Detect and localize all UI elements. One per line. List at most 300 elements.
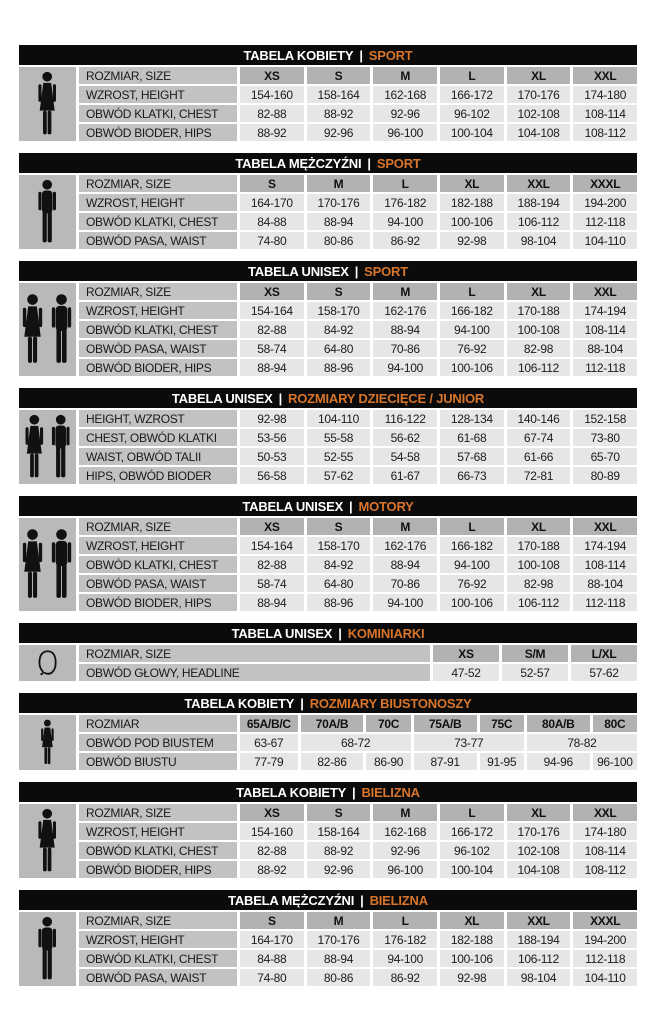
data-cell: 57-68: [440, 448, 504, 465]
table-title-accent: BIELIZNA: [361, 784, 420, 800]
table-title: TABELA UNISEX: [171, 390, 273, 406]
data-cell: 61-68: [440, 429, 504, 446]
data-cell: 80-86: [307, 232, 371, 249]
data-cell: 104-110: [307, 410, 371, 427]
data-cell: 104-110: [573, 969, 637, 986]
data-cell: 88-94: [240, 594, 304, 611]
table-row: [79, 175, 637, 192]
data-cell: 82-88: [240, 842, 304, 859]
data-cell: 88-92: [240, 124, 304, 141]
row-label: WZROST, HEIGHT: [79, 931, 237, 948]
data-cell: 194-200: [573, 931, 637, 948]
data-cell: 70-86: [373, 575, 437, 592]
table-body: [19, 410, 637, 484]
data-cell: 108-114: [573, 556, 637, 573]
table-row: [79, 556, 637, 573]
row-label: ROZMIAR: [79, 715, 237, 732]
data-cell: 92-96: [373, 842, 437, 859]
data-cell: 128-134: [440, 410, 504, 427]
data-cell: 92-98: [440, 232, 504, 249]
table-title: TABELA KOBIETY: [236, 784, 347, 800]
data-cell: 154-160: [240, 823, 304, 840]
row-label: ROZMIAR, SIZE: [79, 283, 237, 300]
table-row: [79, 950, 637, 967]
data-cell: 92-98: [240, 410, 304, 427]
table-body: [19, 283, 637, 376]
row-label: OBWÓD KLATKI, CHEST: [79, 105, 237, 122]
data-cell: 88-104: [573, 575, 637, 592]
size-header-cell: XXL: [573, 804, 637, 821]
size-header-cell: 75A/B: [414, 715, 477, 732]
data-cell: 74-80: [240, 969, 304, 986]
data-cell: 92-96: [307, 861, 371, 878]
size-header-cell: XL: [507, 804, 571, 821]
data-cell: 170-188: [507, 302, 571, 319]
size-header-cell: XS: [240, 518, 304, 535]
table-title: TABELA UNISEX: [231, 625, 333, 641]
size-header-cell: M: [373, 67, 437, 84]
data-cell: 102-108: [507, 105, 571, 122]
data-cell: 194-200: [573, 194, 637, 211]
data-cell: 112-118: [573, 594, 637, 611]
data-cell: 58-74: [240, 340, 304, 357]
data-cell: 96-102: [440, 105, 504, 122]
row-label: ROZMIAR, SIZE: [79, 175, 237, 192]
data-cell: 57-62: [307, 467, 371, 484]
data-cell: 50-53: [240, 448, 304, 465]
size-header-cell: 65A/B/C: [240, 715, 298, 732]
row-label: ROZMIAR, SIZE: [79, 912, 237, 929]
row-label: OBWÓD BIODER, HIPS: [79, 359, 237, 376]
size-tables-container: [19, 45, 637, 986]
data-cell: 88-92: [307, 842, 371, 859]
size-table: [19, 623, 637, 681]
size-header-cell: XS: [240, 67, 304, 84]
data-cell: 94-100: [373, 594, 437, 611]
size-header-cell: XL: [507, 283, 571, 300]
size-header-cell: M: [307, 175, 371, 192]
size-header-cell: S: [307, 804, 371, 821]
row-label: OBWÓD BIUSTU: [79, 753, 237, 770]
data-cell: 88-96: [307, 594, 371, 611]
table-row: [79, 734, 637, 751]
data-cell: 84-88: [240, 213, 304, 230]
data-cell: 55-58: [307, 429, 371, 446]
data-cell: 96-100: [373, 861, 437, 878]
table-row: [79, 67, 637, 84]
couple-icon: [19, 410, 76, 484]
data-cell: 174-180: [573, 86, 637, 103]
size-header-cell: XXXL: [573, 175, 637, 192]
table-body: [19, 175, 637, 249]
table-row: [79, 645, 637, 662]
data-cell: 64-80: [307, 575, 371, 592]
data-cell: 96-102: [440, 842, 504, 859]
woman-icon: [19, 804, 76, 878]
data-cell: 92-96: [373, 105, 437, 122]
table-row: [79, 359, 637, 376]
size-table: [19, 388, 637, 484]
man-icon: [19, 912, 76, 986]
table-row: [79, 804, 637, 821]
data-cell: 154-164: [240, 302, 304, 319]
data-cell: 88-92: [307, 105, 371, 122]
row-label: OBWÓD BIODER, HIPS: [79, 861, 237, 878]
data-cell: 108-114: [573, 321, 637, 338]
table-row: [79, 594, 637, 611]
data-cell: 158-170: [307, 537, 371, 554]
data-cell: 176-182: [373, 931, 437, 948]
row-label: OBWÓD KLATKI, CHEST: [79, 321, 237, 338]
table-title-accent: ROZMIARY DZIECIĘCE / JUNIOR: [288, 390, 485, 406]
data-cell: 78-82: [527, 734, 637, 751]
data-cell: 96-100: [593, 753, 637, 770]
data-cell: 94-96: [527, 753, 590, 770]
data-cell: 104-108: [507, 124, 571, 141]
table-row: [79, 931, 637, 948]
size-header-cell: L: [440, 67, 504, 84]
table-row: [79, 86, 637, 103]
row-label: WZROST, HEIGHT: [79, 537, 237, 554]
data-cell: 100-104: [440, 861, 504, 878]
data-cell: 106-112: [507, 359, 571, 376]
size-table: [19, 782, 637, 878]
row-label: OBWÓD POD BIUSTEM: [79, 734, 237, 751]
size-header-cell: S: [240, 175, 304, 192]
data-cell: 188-194: [507, 194, 571, 211]
table-row: [79, 823, 637, 840]
data-cell: 116-122: [373, 410, 437, 427]
row-label: OBWÓD KLATKI, CHEST: [79, 213, 237, 230]
table-title-bar: [19, 388, 637, 408]
table-rows: [79, 410, 637, 484]
table-body: [19, 715, 637, 770]
table-title-bar: [19, 693, 637, 713]
data-cell: 86-90: [366, 753, 410, 770]
data-cell: 170-176: [507, 823, 571, 840]
data-cell: 98-104: [507, 232, 571, 249]
data-cell: 100-106: [440, 213, 504, 230]
size-table: [19, 890, 637, 986]
size-header-cell: XXL: [507, 175, 571, 192]
data-cell: 164-170: [240, 931, 304, 948]
data-cell: 94-100: [373, 950, 437, 967]
table-title-bar: [19, 890, 637, 910]
couple-icon: [19, 283, 76, 376]
data-cell: 106-112: [507, 950, 571, 967]
size-header-cell: XXL: [573, 283, 637, 300]
data-cell: 57-62: [571, 664, 637, 681]
size-header-cell: L: [440, 518, 504, 535]
size-header-cell: XXXL: [573, 912, 637, 929]
data-cell: 63-67: [240, 734, 298, 751]
size-table: [19, 693, 637, 770]
size-header-cell: XXL: [507, 912, 571, 929]
data-cell: 88-94: [307, 950, 371, 967]
data-cell: 112-118: [573, 950, 637, 967]
data-cell: 88-94: [373, 321, 437, 338]
data-cell: 106-112: [507, 213, 571, 230]
data-cell: 84-88: [240, 950, 304, 967]
title-separator: |: [338, 625, 342, 641]
table-body: [19, 518, 637, 611]
table-row: [79, 232, 637, 249]
data-cell: 61-66: [507, 448, 571, 465]
data-cell: 92-98: [440, 969, 504, 986]
data-cell: 82-86: [301, 753, 364, 770]
data-cell: 68-72: [301, 734, 411, 751]
table-row: [79, 969, 637, 986]
man-icon: [19, 175, 76, 249]
data-cell: 104-110: [573, 232, 637, 249]
table-row: [79, 340, 637, 357]
data-cell: 152-158: [573, 410, 637, 427]
row-label: CHEST, OBWÓD KLATKI: [79, 429, 237, 446]
table-body: [19, 912, 637, 986]
row-label: HIPS, OBWÓD BIODER: [79, 467, 237, 484]
data-cell: 52-57: [502, 664, 568, 681]
data-cell: 174-194: [573, 537, 637, 554]
data-cell: 158-164: [307, 823, 371, 840]
table-title-accent: BIELIZNA: [369, 892, 428, 908]
size-header-cell: XL: [440, 912, 504, 929]
data-cell: 98-104: [507, 969, 571, 986]
table-body: [19, 645, 637, 681]
title-separator: |: [300, 695, 304, 711]
data-cell: 76-92: [440, 340, 504, 357]
data-cell: 170-176: [307, 194, 371, 211]
table-row: [79, 575, 637, 592]
row-label: ROZMIAR, SIZE: [79, 804, 237, 821]
data-cell: 94-100: [373, 213, 437, 230]
table-body: [19, 804, 637, 878]
table-row: [79, 912, 637, 929]
data-cell: 100-108: [507, 556, 571, 573]
size-header-cell: L: [440, 804, 504, 821]
size-header-cell: XS: [240, 804, 304, 821]
data-cell: 88-94: [373, 556, 437, 573]
data-cell: 158-164: [307, 86, 371, 103]
couple-icon: [19, 518, 76, 611]
table-row: [79, 537, 637, 554]
size-header-cell: XL: [507, 67, 571, 84]
data-cell: 94-100: [440, 321, 504, 338]
table-rows: [79, 67, 637, 141]
size-header-cell: L: [373, 175, 437, 192]
data-cell: 112-118: [573, 359, 637, 376]
row-label: OBWÓD BIODER, HIPS: [79, 124, 237, 141]
data-cell: 52-55: [307, 448, 371, 465]
row-label: OBWÓD KLATKI, CHEST: [79, 950, 237, 967]
row-label: OBWÓD PASA, WAIST: [79, 575, 237, 592]
row-label: WZROST, HEIGHT: [79, 194, 237, 211]
data-cell: 88-94: [240, 359, 304, 376]
data-cell: 86-92: [373, 969, 437, 986]
data-cell: 96-100: [373, 124, 437, 141]
table-body: [19, 67, 637, 141]
size-header-cell: S/M: [502, 645, 568, 662]
data-cell: 162-176: [373, 302, 437, 319]
data-cell: 100-108: [507, 321, 571, 338]
table-title-bar: [19, 623, 637, 643]
data-cell: 73-80: [573, 429, 637, 446]
data-cell: 58-74: [240, 575, 304, 592]
data-cell: 176-182: [373, 194, 437, 211]
data-cell: 80-89: [573, 467, 637, 484]
data-cell: 82-98: [507, 340, 571, 357]
table-title: TABELA KOBIETY: [243, 47, 354, 63]
row-label: OBWÓD KLATKI, CHEST: [79, 842, 237, 859]
data-cell: 91-95: [480, 753, 524, 770]
size-header-cell: S: [307, 283, 371, 300]
data-cell: 182-188: [440, 194, 504, 211]
size-header-cell: S: [240, 912, 304, 929]
data-cell: 112-118: [573, 213, 637, 230]
data-cell: 106-112: [507, 594, 571, 611]
size-header-cell: M: [373, 518, 437, 535]
table-rows: [79, 912, 637, 986]
row-label: ROZMIAR, SIZE: [79, 518, 237, 535]
title-separator: |: [360, 892, 364, 908]
table-rows: [79, 283, 637, 376]
data-cell: 82-98: [507, 575, 571, 592]
table-title-bar: [19, 153, 637, 173]
data-cell: 61-67: [373, 467, 437, 484]
data-cell: 88-92: [240, 861, 304, 878]
row-label: WZROST, HEIGHT: [79, 302, 237, 319]
data-cell: 166-172: [440, 86, 504, 103]
data-cell: 82-88: [240, 556, 304, 573]
data-cell: 56-62: [373, 429, 437, 446]
row-label: OBWÓD BIODER, HIPS: [79, 594, 237, 611]
table-title-accent: KOMINIARKI: [347, 625, 425, 641]
data-cell: 74-80: [240, 232, 304, 249]
table-title-bar: [19, 261, 637, 281]
data-cell: 104-108: [507, 861, 571, 878]
table-row: [79, 861, 637, 878]
data-cell: 100-104: [440, 124, 504, 141]
table-row: [79, 302, 637, 319]
table-rows: [79, 804, 637, 878]
title-separator: |: [367, 155, 371, 171]
table-rows: [79, 715, 637, 770]
data-cell: 82-88: [240, 321, 304, 338]
data-cell: 166-172: [440, 823, 504, 840]
size-header-cell: S: [307, 518, 371, 535]
data-cell: 66-73: [440, 467, 504, 484]
data-cell: 70-86: [373, 340, 437, 357]
data-cell: 77-79: [240, 753, 298, 770]
data-cell: 64-80: [307, 340, 371, 357]
table-row: [79, 124, 637, 141]
data-cell: 76-92: [440, 575, 504, 592]
data-cell: 164-170: [240, 194, 304, 211]
size-header-cell: XXL: [573, 67, 637, 84]
data-cell: 94-100: [440, 556, 504, 573]
row-label: HEIGHT, WZROST: [79, 410, 237, 427]
row-label: OBWÓD KLATKI, CHEST: [79, 556, 237, 573]
table-title: TABELA KOBIETY: [184, 695, 295, 711]
data-cell: 108-114: [573, 842, 637, 859]
title-separator: |: [354, 263, 359, 279]
data-cell: 80-86: [307, 969, 371, 986]
table-row: [79, 194, 637, 211]
table-title-bar: [19, 45, 637, 65]
data-cell: 87-91: [414, 753, 477, 770]
size-table: [19, 496, 637, 611]
row-label: OBWÓD PASA, WAIST: [79, 340, 237, 357]
size-header-cell: 70A/B: [301, 715, 364, 732]
row-label: WAIST, OBWÓD TALII: [79, 448, 237, 465]
data-cell: 84-92: [307, 321, 371, 338]
table-rows: [79, 518, 637, 611]
table-row: [79, 467, 637, 484]
data-cell: 166-182: [440, 537, 504, 554]
table-row: [79, 213, 637, 230]
size-header-cell: M: [373, 283, 437, 300]
row-label: WZROST, HEIGHT: [79, 823, 237, 840]
table-row: [79, 429, 637, 446]
data-cell: 72-81: [507, 467, 571, 484]
size-table: [19, 153, 637, 249]
table-title-accent: ROZMIARY BIUSTONOSZY: [309, 695, 472, 711]
size-header-cell: L: [373, 912, 437, 929]
size-header-cell: XXL: [573, 518, 637, 535]
table-rows: [79, 175, 637, 249]
size-header-cell: 70C: [366, 715, 410, 732]
data-cell: 170-176: [307, 931, 371, 948]
data-cell: 92-96: [307, 124, 371, 141]
table-title: TABELA MĘŻCZYŹNI: [235, 155, 362, 171]
table-row: [79, 105, 637, 122]
data-cell: 108-114: [573, 105, 637, 122]
size-table: [19, 45, 637, 141]
data-cell: 154-164: [240, 537, 304, 554]
table-row: [79, 321, 637, 338]
data-cell: 88-94: [307, 213, 371, 230]
data-cell: 188-194: [507, 931, 571, 948]
data-cell: 100-106: [440, 950, 504, 967]
row-label: ROZMIAR, SIZE: [79, 67, 237, 84]
title-separator: |: [278, 390, 282, 406]
table-row: [79, 753, 637, 770]
data-cell: 158-170: [307, 302, 371, 319]
size-header-cell: XS: [433, 645, 499, 662]
data-cell: 162-176: [373, 537, 437, 554]
size-header-cell: 80C: [593, 715, 637, 732]
row-label: ROZMIAR, SIZE: [79, 645, 430, 662]
data-cell: 53-56: [240, 429, 304, 446]
title-separator: |: [352, 784, 356, 800]
size-header-cell: M: [307, 912, 371, 929]
table-row: [79, 410, 637, 427]
table-title: TABELA UNISEX: [248, 263, 349, 279]
data-cell: 67-74: [507, 429, 571, 446]
data-cell: 108-112: [573, 861, 637, 878]
data-cell: 140-146: [507, 410, 571, 427]
data-cell: 170-176: [507, 86, 571, 103]
data-cell: 73-77: [414, 734, 524, 751]
title-separator: |: [349, 498, 353, 514]
table-title: TABELA UNISEX: [242, 498, 344, 514]
row-label: WZROST, HEIGHT: [79, 86, 237, 103]
table-title-bar: [19, 782, 637, 802]
table-title-accent: SPORT: [376, 155, 421, 171]
data-cell: 82-88: [240, 105, 304, 122]
table-title-accent: MOTORY: [358, 498, 414, 514]
table-title-bar: [19, 496, 637, 516]
data-cell: 56-58: [240, 467, 304, 484]
